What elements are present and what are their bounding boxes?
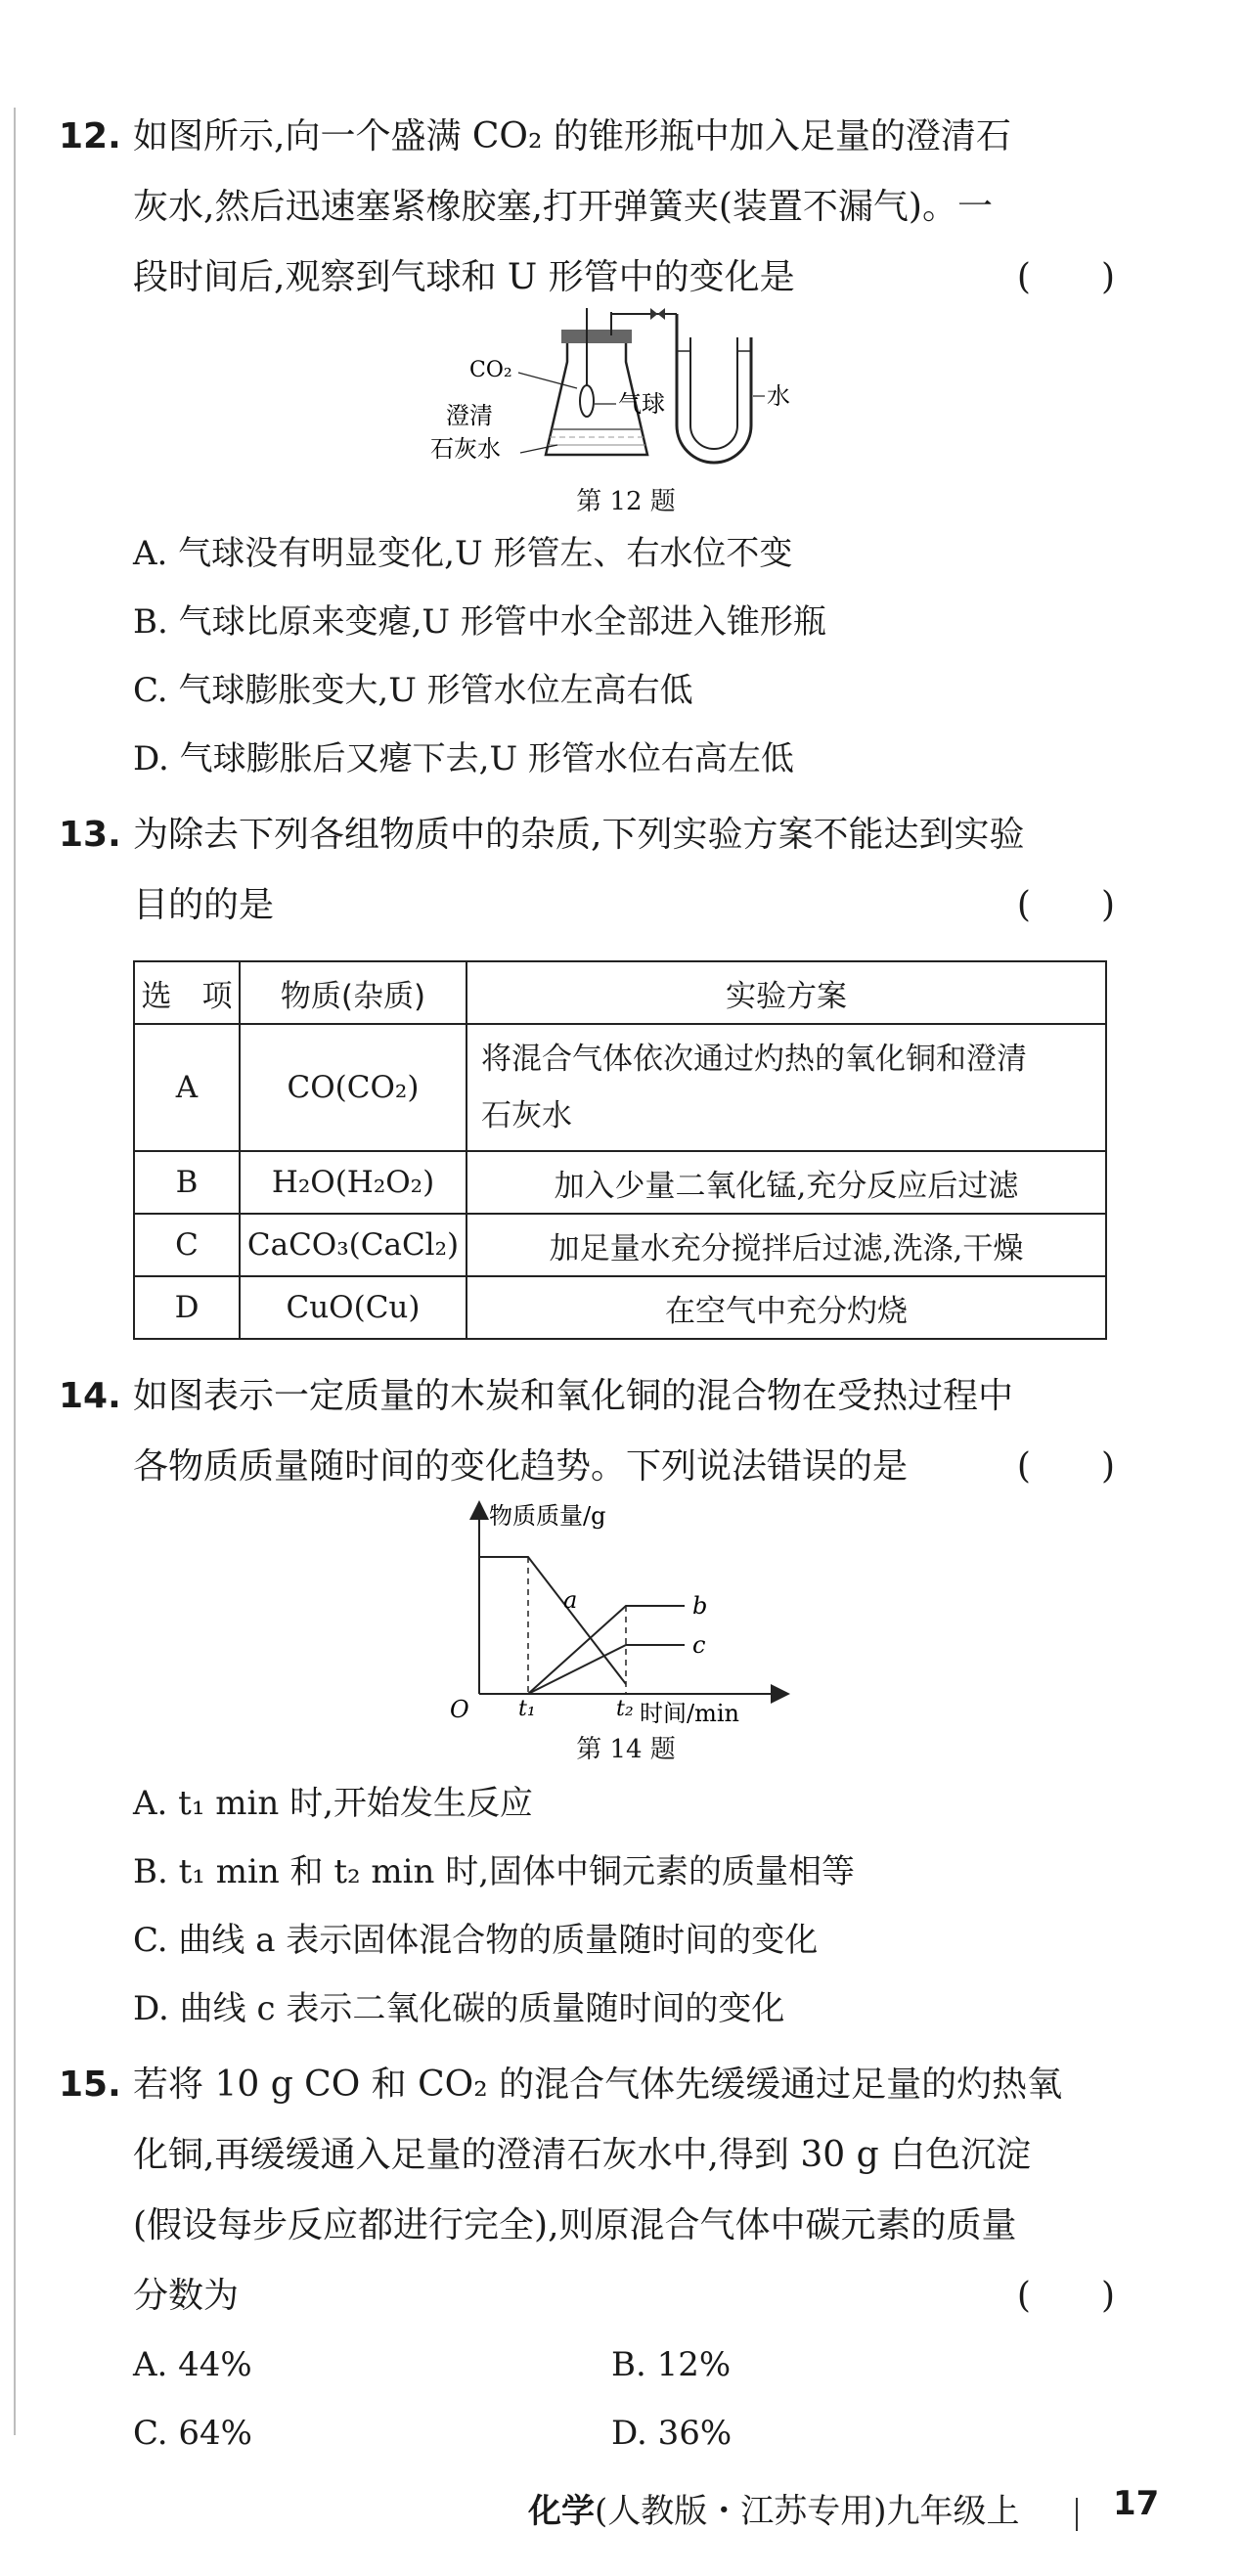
origin-label: O: [450, 1696, 469, 1723]
y-axis-label: 物质质量/g: [489, 1502, 606, 1530]
question-14-line-1: 14. 如图表示一定质量的木炭和氧化铜的混合物在受热过程中: [59, 1361, 1115, 1432]
label-limewater: 石灰水: [430, 435, 501, 463]
page-number: 17: [1113, 2484, 1160, 2523]
figure-14-chart: [450, 1498, 802, 1723]
q13-table: [133, 960, 1107, 1340]
answer-paren: ( ): [1016, 1446, 1115, 1487]
figure-12-caption: 第 12 题: [576, 487, 676, 516]
page-footer: [528, 2484, 1213, 2543]
series-b-line: [528, 1606, 685, 1694]
q12-option-b: B. 气球比原来变瘪,U 形管中水全部进入锥形瓶: [133, 602, 826, 642]
question-14: [59, 1361, 1115, 1502]
q15-option-b: B. 12%: [611, 2345, 732, 2384]
series-a-line: [479, 1557, 626, 1684]
question-15-line-1: 15. 若将 10 g CO 和 CO₂ 的混合气体先缓缓通过足量的灼热氧: [59, 2050, 1115, 2120]
q15-option-a: A. 44%: [133, 2345, 252, 2384]
q14-option-c: C. 曲线 a 表示固体混合物的质量随时间的变化: [133, 1921, 819, 1960]
label-clear: 澄清: [446, 402, 493, 429]
tick-label-t1: t₁: [518, 1697, 536, 1721]
q15-option-c: C. 64%: [133, 2414, 252, 2453]
q12-option-c: C. 气球膨胀变大,U 形管水位左高右低: [133, 671, 693, 710]
question-number: 14.: [59, 1376, 121, 1416]
footer-edition: (人教版・江苏专用)九年级上: [595, 2492, 1020, 2531]
label-balloon: 气球: [618, 390, 665, 418]
q14-option-b: B. t₁ min 和 t₂ min 时,固体中铜元素的质量相等: [133, 1852, 856, 1891]
series-c-label: c: [692, 1631, 706, 1659]
question-12-line-2: 灰水,然后迅速塞紧橡胶塞,打开弹簧夹(装置不漏气)。一: [133, 187, 993, 227]
figure-12-apparatus: [430, 308, 822, 479]
series-a-label: a: [563, 1586, 578, 1614]
table-row: B H₂O(H₂O₂) 加入少量二氧化锰,充分反应后过滤: [134, 1151, 1106, 1214]
question-15-line-3: (假设每步反应都进行完全),则原混合气体中碳元素的质量: [133, 2205, 1017, 2245]
question-12-line-1: 12. 如图所示,向一个盛满 CO₂ 的锥形瓶中加入足量的澄清石: [59, 102, 1115, 172]
series-c-line: [528, 1645, 685, 1694]
question-15-line-2: 化铜,再缓缓通入足量的澄清石灰水中,得到 30 g 白色沉淀: [133, 2135, 1032, 2175]
question-number: 15.: [59, 2065, 121, 2105]
question-13-line-2: 目的的是 ( ): [59, 870, 1115, 941]
question-15: [59, 2050, 1115, 2332]
question-14-line-2: 各物质质量随时间的变化趋势。下列说法错误的是 ( ): [59, 1432, 1115, 1502]
header-option: 选 项: [134, 961, 240, 1024]
header-substance: 物质(杂质): [240, 961, 466, 1024]
question-12-line-3: 段时间后,观察到气球和 U 形管中的变化是 ( ): [59, 243, 1115, 313]
answer-paren: ( ): [1016, 257, 1115, 297]
header-plan: 实验方案: [466, 961, 1106, 1024]
margin-line: [14, 108, 16, 2435]
answer-paren: ( ): [1016, 885, 1115, 925]
label-water: 水: [767, 382, 790, 410]
question-13-line-1: 13. 为除去下列各组物质中的杂质,下列实验方案不能达到实验: [59, 800, 1115, 870]
table-row: D CuO(Cu) 在空气中充分灼烧: [134, 1276, 1106, 1339]
tick-label-t2: t₂: [616, 1697, 634, 1721]
question-15-line-4: 分数为 ( ): [59, 2261, 1115, 2332]
series-b-label: b: [692, 1592, 708, 1620]
question-number: 13.: [59, 815, 121, 855]
question-number: 12.: [59, 116, 121, 156]
figure-14-caption: 第 14 题: [576, 1735, 676, 1764]
q12-option-a: A. 气球没有明显变化,U 形管左、右水位不变: [133, 534, 793, 573]
answer-paren: ( ): [1016, 2276, 1115, 2316]
table-header-row: [134, 961, 1106, 1024]
x-axis-label: 时间/min: [640, 1700, 739, 1723]
table-row: C CaCO₃(CaCl₂) 加足量水充分搅拌后过滤,洗涤,干燥: [134, 1214, 1106, 1276]
q14-option-d: D. 曲线 c 表示二氧化碳的质量随时间的变化: [133, 1989, 785, 2028]
question-13: [59, 800, 1115, 941]
q14-option-a: A. t₁ min 时,开始发生反应: [133, 1784, 533, 1823]
q15-option-d: D. 36%: [611, 2414, 733, 2453]
question-12: [59, 102, 1115, 313]
q12-option-d: D. 气球膨胀后又瘪下去,U 形管水位右高左低: [133, 739, 794, 778]
label-co2: CO₂: [469, 358, 512, 382]
footer-subject: 化学: [528, 2492, 595, 2531]
footer-divider: [1076, 2498, 1078, 2531]
table-row: A CO(CO₂) 将混合气体依次通过灼热的氧化铜和澄清 石灰水: [134, 1024, 1106, 1151]
